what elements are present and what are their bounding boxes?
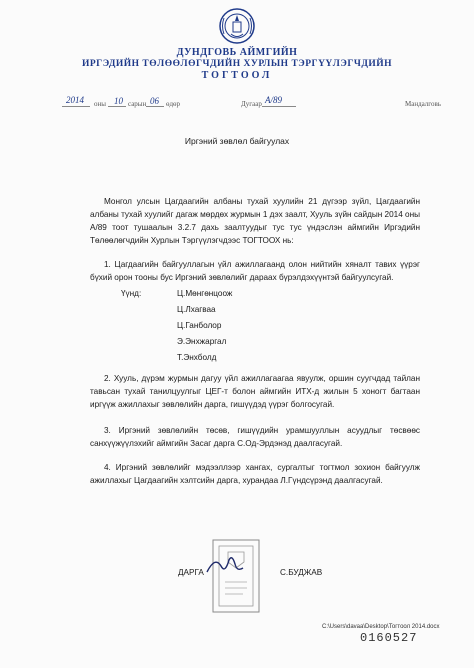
org-subtitle: ИРГЭДИЙН ТӨЛӨӨЛӨГЧДИЙН ХУРЛЫН ТЭРГҮҮЛЭГЧДИЙН bbox=[81, 59, 393, 69]
date-month-suffix: сарын bbox=[128, 100, 147, 108]
document-number: A/89 bbox=[265, 95, 282, 105]
date-day-suffix: өдөр bbox=[166, 100, 181, 108]
number-label: Дугаар bbox=[241, 100, 262, 108]
member-5: Т.Энхболд bbox=[177, 353, 217, 362]
member-3: Ц.Ганболор bbox=[177, 321, 222, 330]
place: Мандалговь bbox=[405, 100, 441, 108]
member-2: Ц.Лхагваа bbox=[177, 305, 216, 314]
document-title: Иргэний зөвлөл байгуулах bbox=[184, 136, 290, 146]
date-year: 2014 bbox=[66, 95, 84, 105]
file-path: C:\Users\davaa\Desktop\Тогтоол 2014.docx bbox=[322, 624, 440, 630]
member-1: Ц.Мөнгөнцоож bbox=[177, 289, 233, 298]
members-label: Үүнд: bbox=[121, 289, 142, 298]
signatory-name: С.БУДЖАВ bbox=[280, 568, 323, 577]
item-3: 3. Иргэний зөвлөлийн төсөв, гишүүдийн урамшууллын асуудлыг төсвөөс санхүүжүүлэхийг аймгийн Засаг дарга С.Од-Эрдэнэд даалгасугай. bbox=[90, 426, 420, 448]
date-year-suffix: оны bbox=[94, 100, 106, 108]
item-1: 1. Цагдаагийн байгууллагын үйл ажиллагаанд олон нийтийн хяналт тавих үүрэг бүхий орон тооны бус Иргэний зөвлөлийг дараах бүрэлдэхүүнтэй байгуулсугай. bbox=[90, 260, 420, 282]
item-2: 2. Хууль, дүрэм журмын дагуу үйл ажиллагаагаа явуулж, оршин суугчдад тайлан тавьсан тухай танилцуулгыг ЦЕГ-т болон аймгийн ИТХ-д жилын 5 хоногт багтаан иргүүж ажиллахыг зөвлөлийн дарга, гишүүдэд үүрэг болгосугай. bbox=[90, 374, 420, 409]
state-emblem bbox=[218, 6, 256, 46]
item-4: 4. Иргэний зөвлөлийг мэдээллээр хангах, сургалтыг тогтмол зохион байгуулж ажиллахыг Цагдаагийн хэлтсийн дарга, хурандаа Л.Гүндсүрэнд даалгасугай. bbox=[90, 463, 420, 485]
date-month: 10 bbox=[114, 96, 123, 106]
signature-title: ДАРГА bbox=[178, 568, 204, 577]
document-type: ТОГТООЛ bbox=[201, 70, 273, 81]
org-name: ДУНДГОВЬ АЙМГИЙН bbox=[176, 47, 298, 58]
intro-paragraph: Монгол улсын Цагдаагийн албаны тухай хуулийн 21 дүгээр зүйл, Цагдаагийн албаны тухай хуулийг дагаж мөрдөх журмын 1 дэх заалт, Хууль зүйн сайдын 2014 оны А/89 тоот тушаалын 3.2.7 дахь заалтуудыг тус тус үндэслэн аймгийн Иргэдийн Төлөөлөгчдийн Хурлын Тэргүүлэгчдээс ТОГТООХ нь: bbox=[90, 197, 420, 245]
handwritten-signature bbox=[205, 552, 245, 578]
serial-number: 0160527 bbox=[360, 631, 418, 645]
member-4: Э.Энхжаргал bbox=[177, 337, 227, 346]
date-day: 06 bbox=[150, 96, 159, 106]
